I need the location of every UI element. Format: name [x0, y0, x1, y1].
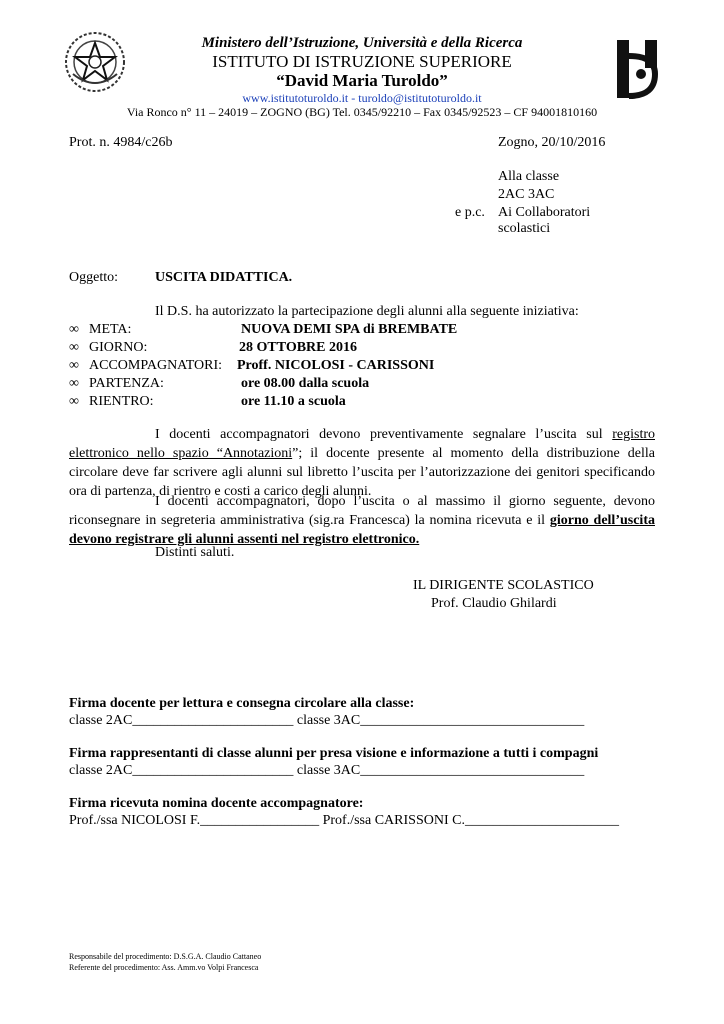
cc-label: e p.c. [455, 205, 485, 220]
school-name: “David Maria Turoldo” [276, 71, 448, 90]
detail-label: META: [89, 322, 132, 337]
footer-referent: Referente del procedimento: Ass. Amm.vo Volpi Francesca [69, 963, 259, 972]
recipient-line-1: Alla classe [498, 169, 560, 184]
signature-title: IL DIRIGENTE SCOLASTICO [413, 578, 594, 593]
form-2-signature-line[interactable]: classe 2AC_______________________ classe 3AC________________________________ [69, 763, 585, 778]
paragraph-2: I docenti accompagnatori, dopo l’uscita o al massimo il giorno seguente, devono riconsegnare in segreteria amministrativa (sig.ra Francesca) la nomina ricevuta e il giorno dell’uscita devono registrare gli alunni assenti nel registro elettronico. [69, 494, 655, 547]
contact-links [0, 91, 724, 106]
bullet-icon: ∞ [69, 394, 79, 409]
detail-label: ACCOMPAGNATORI: [89, 358, 223, 373]
place-date: Zogno, 20/10/2016 [498, 135, 606, 150]
bullet-icon: ∞ [69, 358, 79, 373]
detail-row [69, 340, 147, 356]
detail-value: NUOVA DEMI SPA di BREMBATE [241, 322, 458, 337]
detail-value: Proff. NICOLOSI - CARISSONI [237, 358, 435, 373]
subject-text: USCITA DIDATTICA. [155, 270, 293, 285]
contact-separator: - [348, 91, 359, 105]
email-link[interactable]: turoldo@istitutoturoldo.it [358, 91, 482, 105]
form-3-title: Firma ricevuta nomina docente accompagnatore: [69, 796, 364, 811]
signature-name: Prof. Claudio Ghilardi [431, 596, 557, 611]
bullet-icon: ∞ [69, 376, 79, 391]
detail-label: PARTENZA: [89, 376, 164, 391]
form-3-signature-line[interactable]: Prof./ssa NICOLOSI F._________________ Prof./ssa CARISSONI C.______________________ [69, 813, 619, 828]
website-link[interactable]: www.istitutoturoldo.it [242, 91, 349, 105]
ministry-name: Ministero dell’Istruzione, Università e della Ricerca [201, 35, 523, 51]
institute-name: ISTITUTO DI ISTRUZIONE SUPERIORE [212, 52, 512, 71]
protocol-number: Prot. n. 4984/c26b [69, 135, 173, 150]
form-2-title: Firma rappresentanti di classe alunni per presa visione e informazione a tutti i compagni [69, 746, 599, 761]
subject-label: Oggetto: [69, 270, 118, 285]
detail-label: GIORNO: [89, 340, 148, 355]
registro-annotazioni-text: registro elettronico nello spazio “Annotazioni [69, 427, 655, 461]
detail-label: RIENTRO: [89, 394, 154, 409]
bullet-icon: ∞ [69, 322, 79, 337]
detail-value: 28 OTTOBRE 2016 [239, 340, 357, 355]
bullet-icon: ∞ [69, 340, 79, 355]
footer-responsible: Responsabile del procedimento: D.S.G.A. Claudio Cattaneo [69, 952, 262, 961]
school-address: Via Ronco n° 11 – 24019 – ZOGNO (BG) Tel. 0345/92210 – Fax 0345/92523 – CF 94001810160 [126, 105, 598, 119]
detail-row [69, 322, 131, 338]
detail-value: ore 08.00 dalla scuola [241, 376, 370, 391]
intro-text: Il D.S. ha autorizzato la partecipazione degli alunni alla seguente iniziativa: [155, 304, 579, 319]
attendance-instruction: giorno dell’uscita devono registrare gli alunni assenti nel registro elettronico. [69, 513, 655, 547]
detail-value: ore 11.10 a scuola [241, 394, 346, 409]
form-1-signature-line[interactable]: classe 2AC_______________________ classe 3AC________________________________ [69, 713, 585, 728]
detail-row [69, 358, 222, 374]
detail-row [69, 376, 164, 392]
recipient-line-4: scolastici [498, 221, 551, 236]
detail-row [69, 394, 154, 410]
paragraph-1: I docenti accompagnatori devono preventivamente segnalare l’uscita sul registro elettronico nello spazio “Annotazioni”; il docente presente al momento della distribuzione della circolare deve far scrivere agli alunni sul libretto l’uscita per l’autorizzazione dei genitori specificando ora di partenza, di rientro e costi a carico degli alunni. [69, 427, 655, 499]
recipient-line-3: Ai Collaboratori [498, 205, 591, 220]
closing-greeting: Distinti saluti. [155, 545, 235, 560]
form-1-title: Firma docente per lettura e consegna circolare alla classe: [69, 696, 415, 711]
recipient-line-2: 2AC 3AC [498, 187, 555, 202]
